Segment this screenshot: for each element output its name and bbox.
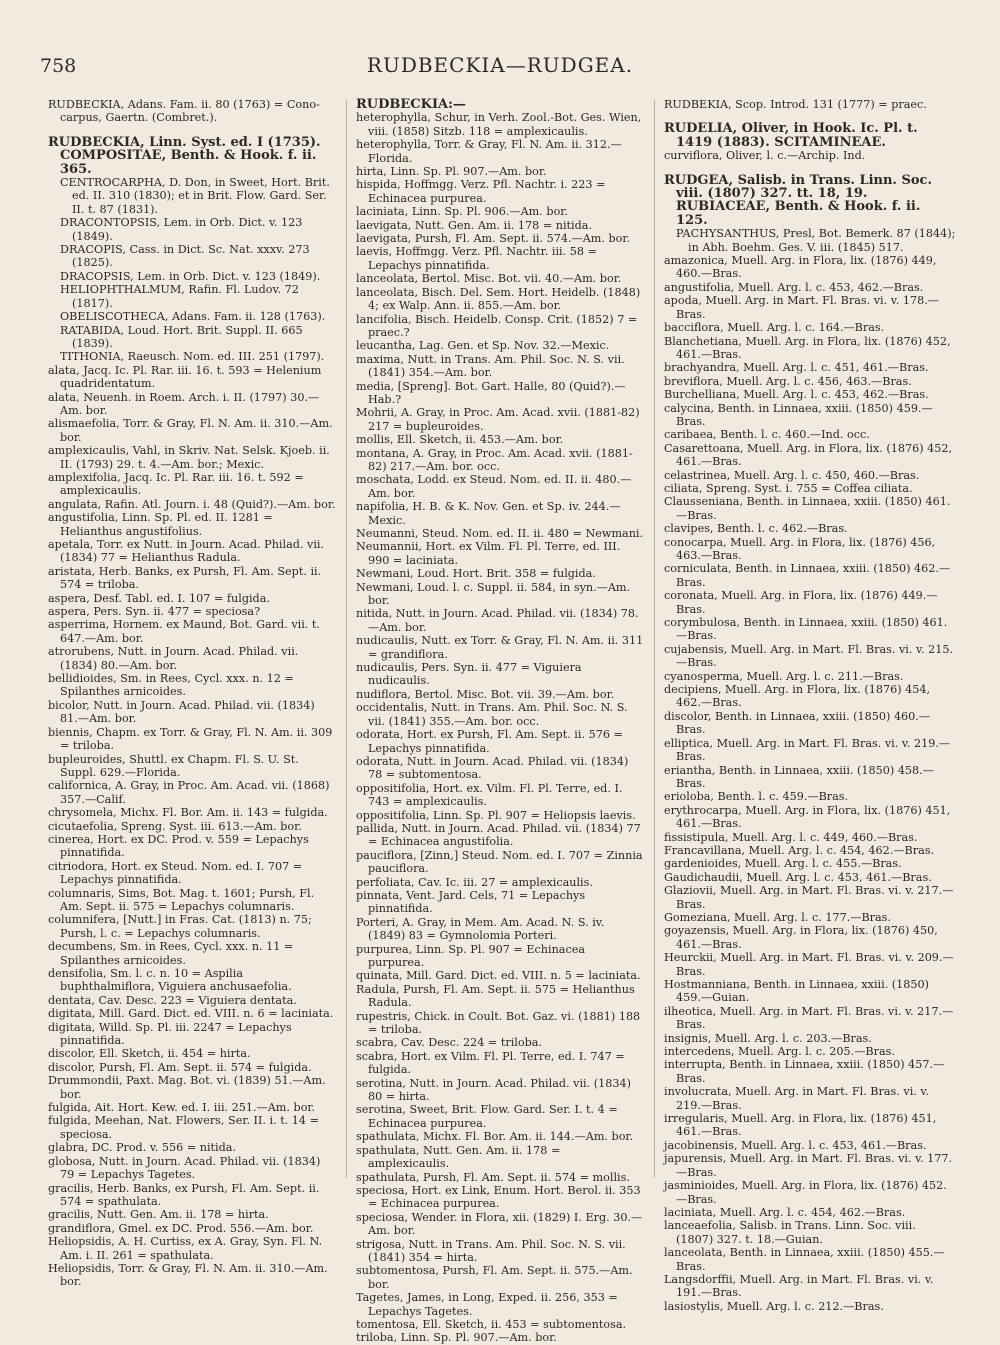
- species-entry: aspera, Pers. Syn. ii. 477 = speciosa?: [48, 605, 261, 619]
- species-entry: laciniata, Muell. Arg. l. c. 454, 462.—Bras.: [664, 1205, 906, 1219]
- species-entry: cicutaefolia, Spreng. Syst. iii. 613.—Am. bor.: [48, 819, 302, 833]
- species-entry: fissistipula, Muell. Arg. l. c. 449, 460.—Bras.: [664, 830, 918, 844]
- species-entry: Heurckii, Muell. Arg. in Mart. Fl. Bras. vi. v. 209.—Bras.: [664, 951, 954, 978]
- species-entry: cinerea, Hort. ex DC. Prod. v. 559 = Lepachys pinnatifida.: [48, 832, 309, 860]
- species-entry: clavipes, Benth. l. c. 462.—Bras.: [664, 522, 848, 536]
- genus-heading: RUDBECKIA:—: [356, 97, 466, 112]
- species-entry: digitata, Mill. Gard. Dict. ed. VIII. n. 6 = laciniata.: [48, 1007, 334, 1021]
- species-entry: biennis, Chapm. ex Torr. & Gray, Fl. N. Am. ii. 309 = triloba.: [48, 725, 333, 753]
- species-entry: amazonica, Muell. Arg. in Flora, lix. (1876) 449, 460.—Bras.: [664, 254, 937, 281]
- species-entry: nudicaulis, Pers. Syn. ii. 477 = Viguiera nudicaulis.: [356, 661, 582, 688]
- species-entry: intercedens, Muell. Arg. l. c. 205.—Bras.: [664, 1045, 895, 1059]
- species-entry: apoda, Muell. Arg. in Mart. Fl. Bras. vi. v. 178.—Bras.: [664, 294, 939, 321]
- species-entry: chrysomela, Michx. Fl. Bor. Am. ii. 143 = fulgida.: [48, 806, 328, 820]
- species-entry: pauciflora, [Zinn,] Steud. Nom. ed. I. 707 = Zinnia pauciflora.: [356, 848, 643, 876]
- species-entry: triloba, Linn. Sp. Pl. 907.—Am. bor.: [356, 1331, 557, 1345]
- species-entry: Porteri, A. Gray, in Mem. Am. Acad. N. S. iv. (1849) 83 = Gymnolomia Porteri.: [356, 915, 605, 943]
- species-entry: gracilis, Herb. Banks, ex Pursh, Fl. Am. Sept. ii. 574 = spathulata.: [48, 1181, 320, 1208]
- species-entry: bicolor, Nutt. in Journ. Acad. Philad. vii. (1834) 81.—Am. bor.: [48, 698, 315, 726]
- species-entry: Drummondii, Paxt. Mag. Bot. vi. (1839) 51.—Am. bor.: [48, 1074, 326, 1101]
- species-entry: dentata, Cav. Desc. 223 = Viguiera dentata.: [48, 993, 297, 1007]
- species-entry: bacciflora, Muell. Arg. l. c. 164.—Bras.: [664, 321, 885, 335]
- column-divider: [654, 100, 655, 1178]
- species-entry: brachyandra, Muell. Arg. l. c. 451, 461.—Bras.: [664, 361, 929, 375]
- species-entry: corymbulosa, Benth. in Linnaea, xxiii. (1850) 461.—Bras.: [664, 616, 948, 643]
- species-entry: digitata, Willd. Sp. Pl. iii. 2247 = Lepachys pinnatifida.: [48, 1020, 292, 1048]
- species-entry: apetala, Torr. ex Nutt. in Journ. Acad. Philad. vii. (1834) 77 = Helianthus Radula.: [48, 538, 325, 565]
- synonym-entry: TITHONIA, Raeusch. Nom. ed. III. 251 (1797).: [60, 350, 325, 364]
- species-entry: aristata, Herb. Banks, ex Pursh, Fl. Am. Sept. ii. 574 = triloba.: [48, 564, 322, 592]
- species-entry: Heliopsidis, Torr. & Gray, Fl. N. Am. ii. 310.—Am. bor.: [48, 1261, 328, 1289]
- column-divider: [346, 100, 347, 1178]
- column-1: [48, 98, 336, 1289]
- species-entry: Burchelliana, Muell. Arg. l. c. 453, 462.—Bras.: [664, 388, 929, 402]
- species-entry: eriantha, Benth. in Linnaea, xxiii. (1850) 458.—Bras.: [664, 763, 934, 790]
- species-entry: citriodora, Hort. ex Steud. Nom. ed. I. 707 = Lepachys pinnatifida.: [48, 859, 303, 887]
- species-entry: corniculata, Benth. in Linnaea, xxiii. (1850) 462.—Bras.: [664, 562, 951, 589]
- species-entry: nitida, Nutt. in Journ. Acad. Philad. vii. (1834) 78.—Am. bor.: [356, 607, 639, 634]
- species-entry: bupleuroides, Shuttl. ex Chapm. Fl. S. U. St. Suppl. 629.—Florida.: [48, 752, 299, 779]
- species-entry: lanceolata, Benth. in Linnaea, xxiii. (1850) 455.—Bras.: [664, 1246, 945, 1273]
- species-entry: lancifolia, Bisch. Heidelb. Consp. Crit. (1852) 7 = praec.?: [356, 312, 638, 339]
- species-entry: discolor, Ell. Sketch, ii. 454 = hirta.: [48, 1047, 251, 1061]
- species-entry: atrorubens, Nutt. in Journ. Acad. Philad. vii. (1834) 80.—Am. bor.: [48, 645, 299, 672]
- species-entry: globosa, Nutt. in Journ. Acad. Philad. vii. (1834) 79 = Lepachys Tagetes.: [48, 1154, 321, 1182]
- species-entry: erioloba, Benth. l. c. 459.—Bras.: [664, 790, 849, 804]
- species-entry: tomentosa, Ell. Sketch, ii. 453 = subtomentosa.: [356, 1317, 627, 1331]
- species-entry: spathulata, Michx. Fl. Bor. Am. ii. 144.—Am. bor.: [356, 1130, 634, 1144]
- species-entry: quinata, Mill. Gard. Dict. ed. VIII. n. 5 = laciniata.: [356, 969, 641, 983]
- synonym-entry: DRACONTOPSIS, Lem. in Orb. Dict. v. 123 (1849).: [60, 216, 303, 243]
- species-entry: grandiflora, Gmel. ex DC. Prod. 556.—Am. bor.: [48, 1221, 314, 1235]
- species-entry: oppositifolia, Hort. ex. Vilm. Fl. Pl. Terre, ed. I. 743 = amplexicaulis.: [356, 781, 623, 809]
- species-entry: lasiostylis, Muell. Arg. l. c. 212.—Bras.: [664, 1299, 884, 1313]
- species-entry: alata, Neuenh. in Roem. Arch. i. II. (1797) 30.—Am. bor.: [48, 390, 320, 417]
- species-entry: decumbens, Sm. in Rees, Cycl. xxx. n. 11 = Spilanthes arnicoides.: [48, 940, 294, 967]
- species-entry: Neumannii, Hort. ex Vilm. Fl. Pl. Terre, ed. III. 990 = laciniata.: [356, 540, 621, 567]
- species-entry: lanceolata, Bertol. Misc. Bot. vii. 40.—Am. bor.: [356, 272, 622, 286]
- synonym-entry: DRACOPSIS, Lem. in Orb. Dict. v. 123 (1849).: [60, 269, 321, 283]
- synonym-entry: HELIOPHTHALMUM, Rafin. Fl. Ludov. 72 (1817).: [60, 283, 299, 310]
- species-entry: erythrocarpa, Muell. Arg. in Flora, lix. (1876) 451, 461.—Bras.: [664, 803, 951, 831]
- species-entry: speciosa, Wender. in Flora, xii. (1829) I. Erg. 30.—Am. bor.: [356, 1210, 643, 1238]
- species-entry: Heliopsidis, A. H. Curtiss, ex A. Gray, Syn. Fl. N. Am. i. II. 261 = spathulata.: [48, 1235, 323, 1262]
- species-entry: spathulata, Nutt. Gen. Am. ii. 178 = amplexicaulis.: [356, 1143, 561, 1171]
- species-entry: laevis, Hoffmgg. Verz. Pfl. Nachtr. iii. 58 = Lepachys pinnatifida.: [356, 245, 597, 272]
- species-entry: involucrata, Muell. Arg. in Mart. Fl. Bras. vi. v. 219.—Bras.: [664, 1085, 929, 1112]
- species-entry: lanceaefolia, Salisb. in Trans. Linn. Soc. viii. (1807) 327. t. 18.—Guian.: [664, 1219, 916, 1246]
- species-entry: spathulata, Pursh, Fl. Am. Sept. ii. 574 = mollis.: [356, 1170, 630, 1184]
- species-entry: serotina, Sweet, Brit. Flow. Gard. Ser. I. t. 4 = Echinacea purpurea.: [356, 1103, 618, 1130]
- species-entry: Francavillana, Muell. Arg. l. c. 454, 462.—Bras.: [664, 843, 935, 857]
- species-entry: angustifolia, Linn. Sp. Pl. ed. II. 1281 = Helianthus angustifolius.: [48, 511, 273, 538]
- species-entry: breviflora, Muell. Arg. l. c. 456, 463.—Bras.: [664, 374, 912, 388]
- species-entry: amplexifolia, Jacq. Ic. Pl. Rar. iii. 16. t. 592 = amplexicaulis.: [48, 470, 304, 498]
- species-entry: glabra, DC. Prod. v. 556 = nitida.: [48, 1141, 237, 1155]
- genus-heading: RUDELIA, Oliver, in Hook. Ic. Pl. t. 1419 (1883). SCITAMINEAE.: [664, 121, 918, 150]
- species-entry: hirta, Linn. Sp. Pl. 907.—Am. bor.: [356, 165, 547, 179]
- species-entry: Gomeziana, Muell. Arg. l. c. 177.—Bras.: [664, 910, 891, 924]
- species-entry: calycina, Benth. in Linnaea, xxiii. (1850) 459.—Bras.: [664, 401, 933, 428]
- species-entry: coronata, Muell. Arg. in Flora, lix. (1876) 449.—Bras.: [664, 589, 938, 616]
- synonym-entry: CENTROCARPHA, D. Don, in Sweet, Hort. Brit. ed. II. 310 (1830); et in Brit. Flow. Gard. Ser. II. t. 87 (1831).: [60, 176, 330, 216]
- species-entry: Neumanni, Steud. Nom. ed. II. ii. 480 = Newmani.: [356, 527, 644, 540]
- species-entry: decipiens, Muell. Arg. in Flora, lix. (1876) 454, 462.—Bras.: [664, 683, 931, 710]
- column-2: [356, 98, 644, 1345]
- species-entry: Gaudichaudii, Muell. Arg. l. c. 453, 461.—Bras.: [664, 870, 932, 884]
- synonym-entry: RATABIDA, Loud. Hort. Brit. Suppl. II. 665 (1839).: [60, 323, 303, 350]
- species-entry: perfoliata, Cav. Ic. iii. 27 = amplexicaulis.: [356, 875, 593, 889]
- page-number: 758: [40, 55, 77, 77]
- species-entry: RUDBEKIA, Scop. Introd. 131 (1777) = praec.: [664, 98, 927, 111]
- species-entry: aspera, Desf. Tabl. ed. I. 107 = fulgida.: [48, 591, 270, 605]
- species-entry: Newmani, Loud. Hort. Brit. 358 = fulgida.: [356, 567, 596, 581]
- species-entry: purpurea, Linn. Sp. Pl. 907 = Echinacea purpurea.: [356, 942, 586, 969]
- species-entry: serotina, Nutt. in Journ. Acad. Philad. vii. (1834) 80 = hirta.: [356, 1076, 631, 1104]
- species-entry: oppositifolia, Linn. Sp. Pl. 907 = Heliopsis laevis.: [356, 808, 636, 822]
- species-entry: scabra, Cav. Desc. 224 = triloba.: [356, 1036, 542, 1050]
- species-entry: californica, A. Gray, in Proc. Am. Acad. vii. (1868) 357.—Calif.: [48, 779, 330, 806]
- species-entry: odorata, Nutt. in Journ. Acad. Philad. vii. (1834) 78 = subtomentosa.: [356, 754, 629, 782]
- species-entry: montana, A. Gray, in Proc. Am. Acad. xvii. (1881-82) 217.—Am. bor. occ.: [356, 446, 633, 473]
- species-entry: Blanchetiana, Muell. Arg. in Flora, lix. (1876) 452, 461.—Bras.: [664, 334, 951, 361]
- species-entry: maxima, Nutt. in Trans. Am. Phil. Soc. N. S. vii. (1841) 354.—Am. bor.: [356, 352, 625, 380]
- species-entry: Glaziovii, Muell. Arg. in Mart. Fl. Bras. vi. v. 217.—Bras.: [664, 884, 954, 911]
- species-entry: Clausseniana, Benth. in Linnaea, xxiii. (1850) 461.—Bras.: [664, 495, 951, 522]
- species-entry: jacobinensis, Muell. Arg. l. c. 453, 461.—Bras.: [664, 1138, 927, 1152]
- species-entry: celastrinea, Muell. Arg. l. c. 450, 460.—Bras.: [664, 468, 920, 482]
- species-entry: angustifolia, Muell. Arg. l. c. 453, 462.—Bras.: [664, 280, 924, 294]
- column-3: [664, 98, 956, 1313]
- species-entry: conocarpa, Muell. Arg. in Flora, lix. (1876) 456, 463.—Bras.: [664, 535, 936, 562]
- species-entry: heterophylla, Schur, in Verh. Zool.-Bot. Ges. Wien, viii. (1858) Sitzb. 118 = amplexicaulis.: [356, 111, 642, 138]
- species-entry: RUDBECKIA, Adans. Fam. ii. 80 (1763) = Cono-carpus, Gaertn. (Combret.).: [48, 98, 320, 125]
- species-entry: nudicaulis, Nutt. ex Torr. & Gray, Fl. N. Am. ii. 311 = grandiflora.: [356, 634, 644, 661]
- synonym-entry: OBELISCOTHECA, Adans. Fam. ii. 128 (1763).: [60, 310, 326, 324]
- species-entry: pallida, Nutt. in Journ. Acad. Philad. vii. (1834) 77 = Echinacea angustifolia.: [356, 821, 641, 849]
- species-entry: japurensis, Muell. Arg. in Mart. Fl. Bras. vi. v. 177.—Bras.: [664, 1152, 953, 1179]
- species-entry: Hostmanniana, Benth. in Linnaea, xxiii. (1850) 459.—Guian.: [664, 978, 930, 1005]
- species-entry: columnaris, Sims, Bot. Mag. t. 1601; Pursh, Fl. Am. Sept. ii. 575 = Lepachys columnaris.: [48, 886, 315, 913]
- species-entry: occidentalis, Nutt. in Trans. Am. Phil. Soc. N. S. vii. (1841) 355.—Am. bor. occ.: [356, 701, 628, 728]
- species-entry: fulgida, Ait. Hort. Kew. ed. I. iii. 251.—Am. bor.: [48, 1101, 316, 1115]
- species-entry: gracilis, Nutt. Gen. Am. ii. 178 = hirta.: [48, 1208, 269, 1222]
- species-entry: rupestris, Chick. in Coult. Bot. Gaz. vi. (1881) 188 = triloba.: [356, 1009, 641, 1037]
- species-entry: Langsdorffii, Muell. Arg. in Mart. Fl. Bras. vi. v. 191.—Bras.: [664, 1272, 934, 1300]
- species-entry: laciniata, Linn. Sp. Pl. 906.—Am. bor.: [356, 205, 568, 219]
- species-entry: moschata, Lodd. ex Steud. Nom. ed. II. ii. 480.—Am. bor.: [356, 473, 632, 500]
- species-entry: discolor, Pursh, Fl. Am. Sept. ii. 574 = fulgida.: [48, 1060, 312, 1074]
- species-entry: napifolia, H. B. & K. Nov. Gen. et Sp. iv. 244.—Mexic.: [356, 500, 621, 527]
- species-entry: Casarettoana, Muell. Arg. in Flora, lix. (1876) 452, 461.—Bras.: [664, 441, 953, 469]
- species-entry: laevigata, Nutt. Gen. Am. ii. 178 = nitida.: [356, 218, 593, 232]
- species-entry: alismaefolia, Torr. & Gray, Fl. N. Am. ii. 310.—Am. bor.: [48, 417, 333, 444]
- species-entry: interrupta, Benth. in Linnaea, xxiii. (1850) 457.—Bras.: [664, 1058, 945, 1085]
- species-entry: gardenioides, Muell. Arg. l. c. 455.—Bras.: [664, 857, 902, 871]
- species-entry: leucantha, Lag. Gen. et Sp. Nov. 32.—Mexic.: [356, 339, 610, 353]
- species-entry: elliptica, Muell. Arg. in Mart. Fl. Bras. vi. v. 219.—Bras.: [664, 736, 951, 764]
- species-entry: lanceolata, Bisch. Del. Sem. Hort. Heidelb. (1848) 4; ex Walp. Ann. ii. 855.—Am. bor.: [356, 285, 641, 313]
- species-entry: Radula, Pursh, Fl. Am. Sept. ii. 575 = Helianthus Radula.: [356, 982, 635, 1010]
- species-entry: cujabensis, Muell. Arg. in Mart. Fl. Bras. vi. v. 215.—Bras.: [664, 642, 954, 670]
- species-entry: amplexicaulis, Vahl, in Skriv. Nat. Selsk. Kjoeb. ii. II. (1793) 29. t. 4.—Am. bor.; Mexic.: [48, 444, 330, 471]
- species-entry: pinnata, Vent. Jard. Cels, 71 = Lepachys pinnatifida.: [356, 888, 586, 916]
- species-entry: Tagetes, James, in Long, Exped. ii. 256, 353 = Lepachys Tagetes.: [356, 1291, 618, 1318]
- species-entry: densifolia, Sm. l. c. n. 10 = Aspilia buphthalmiflora, Viguiera anchusaefolia.: [48, 967, 292, 994]
- species-entry: alata, Jacq. Ic. Pl. Rar. iii. 16. t. 593 = Helenium quadridentatum.: [48, 363, 322, 391]
- running-head: RUDBECKIA—RUDGEA.: [366, 53, 634, 77]
- species-entry: strigosa, Nutt. in Trans. Am. Phil. Soc. N. S. vii. (1841) 354 = hirta.: [356, 1237, 626, 1264]
- species-entry: ciliata, Spreng. Syst. i. 755 = Coffea ciliata.: [664, 481, 913, 495]
- species-entry: caribaea, Benth. l. c. 460.—Ind. occ.: [664, 428, 870, 442]
- species-entry: irregularis, Muell. Arg. in Flora, lix. (1876) 451, 461.—Bras.: [664, 1112, 937, 1139]
- species-entry: jasminioides, Muell. Arg. in Flora, lix. (1876) 452.—Bras.: [664, 1179, 947, 1206]
- species-entry: media, [Spreng]. Bot. Gart. Halle, 80 (Quid?).—Hab.?: [356, 379, 626, 406]
- species-entry: asperrima, Hornem. ex Maund, Bot. Gard. vii. t. 647.—Am. bor.: [48, 618, 320, 645]
- species-entry: goyazensis, Muell. Arg. in Flora, lix. (1876) 450, 461.—Bras.: [664, 924, 938, 951]
- genus-heading: RUDBECKIA, Linn. Syst. ed. I (1735). COMPOSITAE, Benth. & Hook. f. ii. 365.: [48, 134, 321, 177]
- species-entry: Newmani, Loud. l. c. Suppl. ii. 584, in syn.—Am. bor.: [356, 580, 631, 608]
- species-entry: odorata, Hort. ex Pursh, Fl. Am. Sept. ii. 576 = Lepachys pinnatifida.: [356, 728, 623, 755]
- species-entry: nudiflora, Bertol. Misc. Bot. vii. 39.—Am. bor.: [356, 687, 615, 701]
- synonym-entry: DRACOPIS, Cass. in Dict. Sc. Nat. xxxv. 273 (1825).: [60, 243, 310, 270]
- species-entry: bellidioides, Sm. in Rees, Cycl. xxx. n. 12 = Spilanthes arnicoides.: [48, 672, 294, 699]
- species-entry: curviflora, Oliver, l. c.—Archip. Ind.: [664, 149, 866, 163]
- species-entry: scabra, Hort. ex Vilm. Fl. Pl. Terre, ed. I. 747 = fulgida.: [356, 1049, 625, 1077]
- species-entry: angulata, Rafin. Atl. Journ. i. 48 (Quid?).—Am. bor.: [48, 497, 336, 511]
- species-entry: columnifera, [Nutt.] in Fras. Cat. (1813) n. 75; Pursh, l. c. = Lepachys columnaris.: [48, 913, 312, 940]
- species-entry: cyanosperma, Muell. Arg. l. c. 211.—Bras.: [664, 669, 904, 683]
- species-entry: hispida, Hoffmgg. Verz. Pfl. Nachtr. i. 223 = Echinacea purpurea.: [356, 178, 606, 205]
- species-entry: discolor, Benth. in Linnaea, xxiii. (1850) 460.—Bras.: [664, 709, 931, 737]
- species-entry: laevigata, Pursh, Fl. Am. Sept. ii. 574.—Am. bor.: [356, 232, 631, 246]
- synonym-entry: PACHYSANTHUS, Presl, Bot. Bemerk. 87 (1844); in Abh. Boehm. Ges. V. iii. (1845) 517.: [676, 227, 956, 254]
- species-entry: heterophylla, Torr. & Gray, Fl. N. Am. ii. 312.—Florida.: [356, 138, 622, 165]
- species-entry: ilheotica, Muell. Arg. in Mart. Fl. Bras. vi. v. 217.—Bras.: [664, 1004, 954, 1032]
- species-entry: Mohrii, A. Gray, in Proc. Am. Acad. xvii. (1881-82) 217 = bupleuroides.: [356, 406, 640, 433]
- species-entry: insignis, Muell. Arg. l. c. 203.—Bras.: [664, 1031, 872, 1045]
- species-entry: mollis, Ell. Sketch, ii. 453.—Am. bor.: [356, 433, 564, 447]
- species-entry: speciosa, Hort. ex Link, Enum. Hort. Berol. ii. 353 = Echinacea purpurea.: [356, 1183, 641, 1211]
- genus-heading: RUDGEA, Salisb. in Trans. Linn. Soc. viii. (1807) 327. tt. 18, 19. RUBIACEAE, Benth. & Hook. f. ii. 125.: [664, 172, 932, 228]
- species-entry: fulgida, Meehan, Nat. Flowers, Ser. II. i. t. 14 = speciosa.: [48, 1114, 319, 1141]
- species-entry: subtomentosa, Pursh, Fl. Am. Sept. ii. 575.—Am. bor.: [356, 1264, 633, 1291]
